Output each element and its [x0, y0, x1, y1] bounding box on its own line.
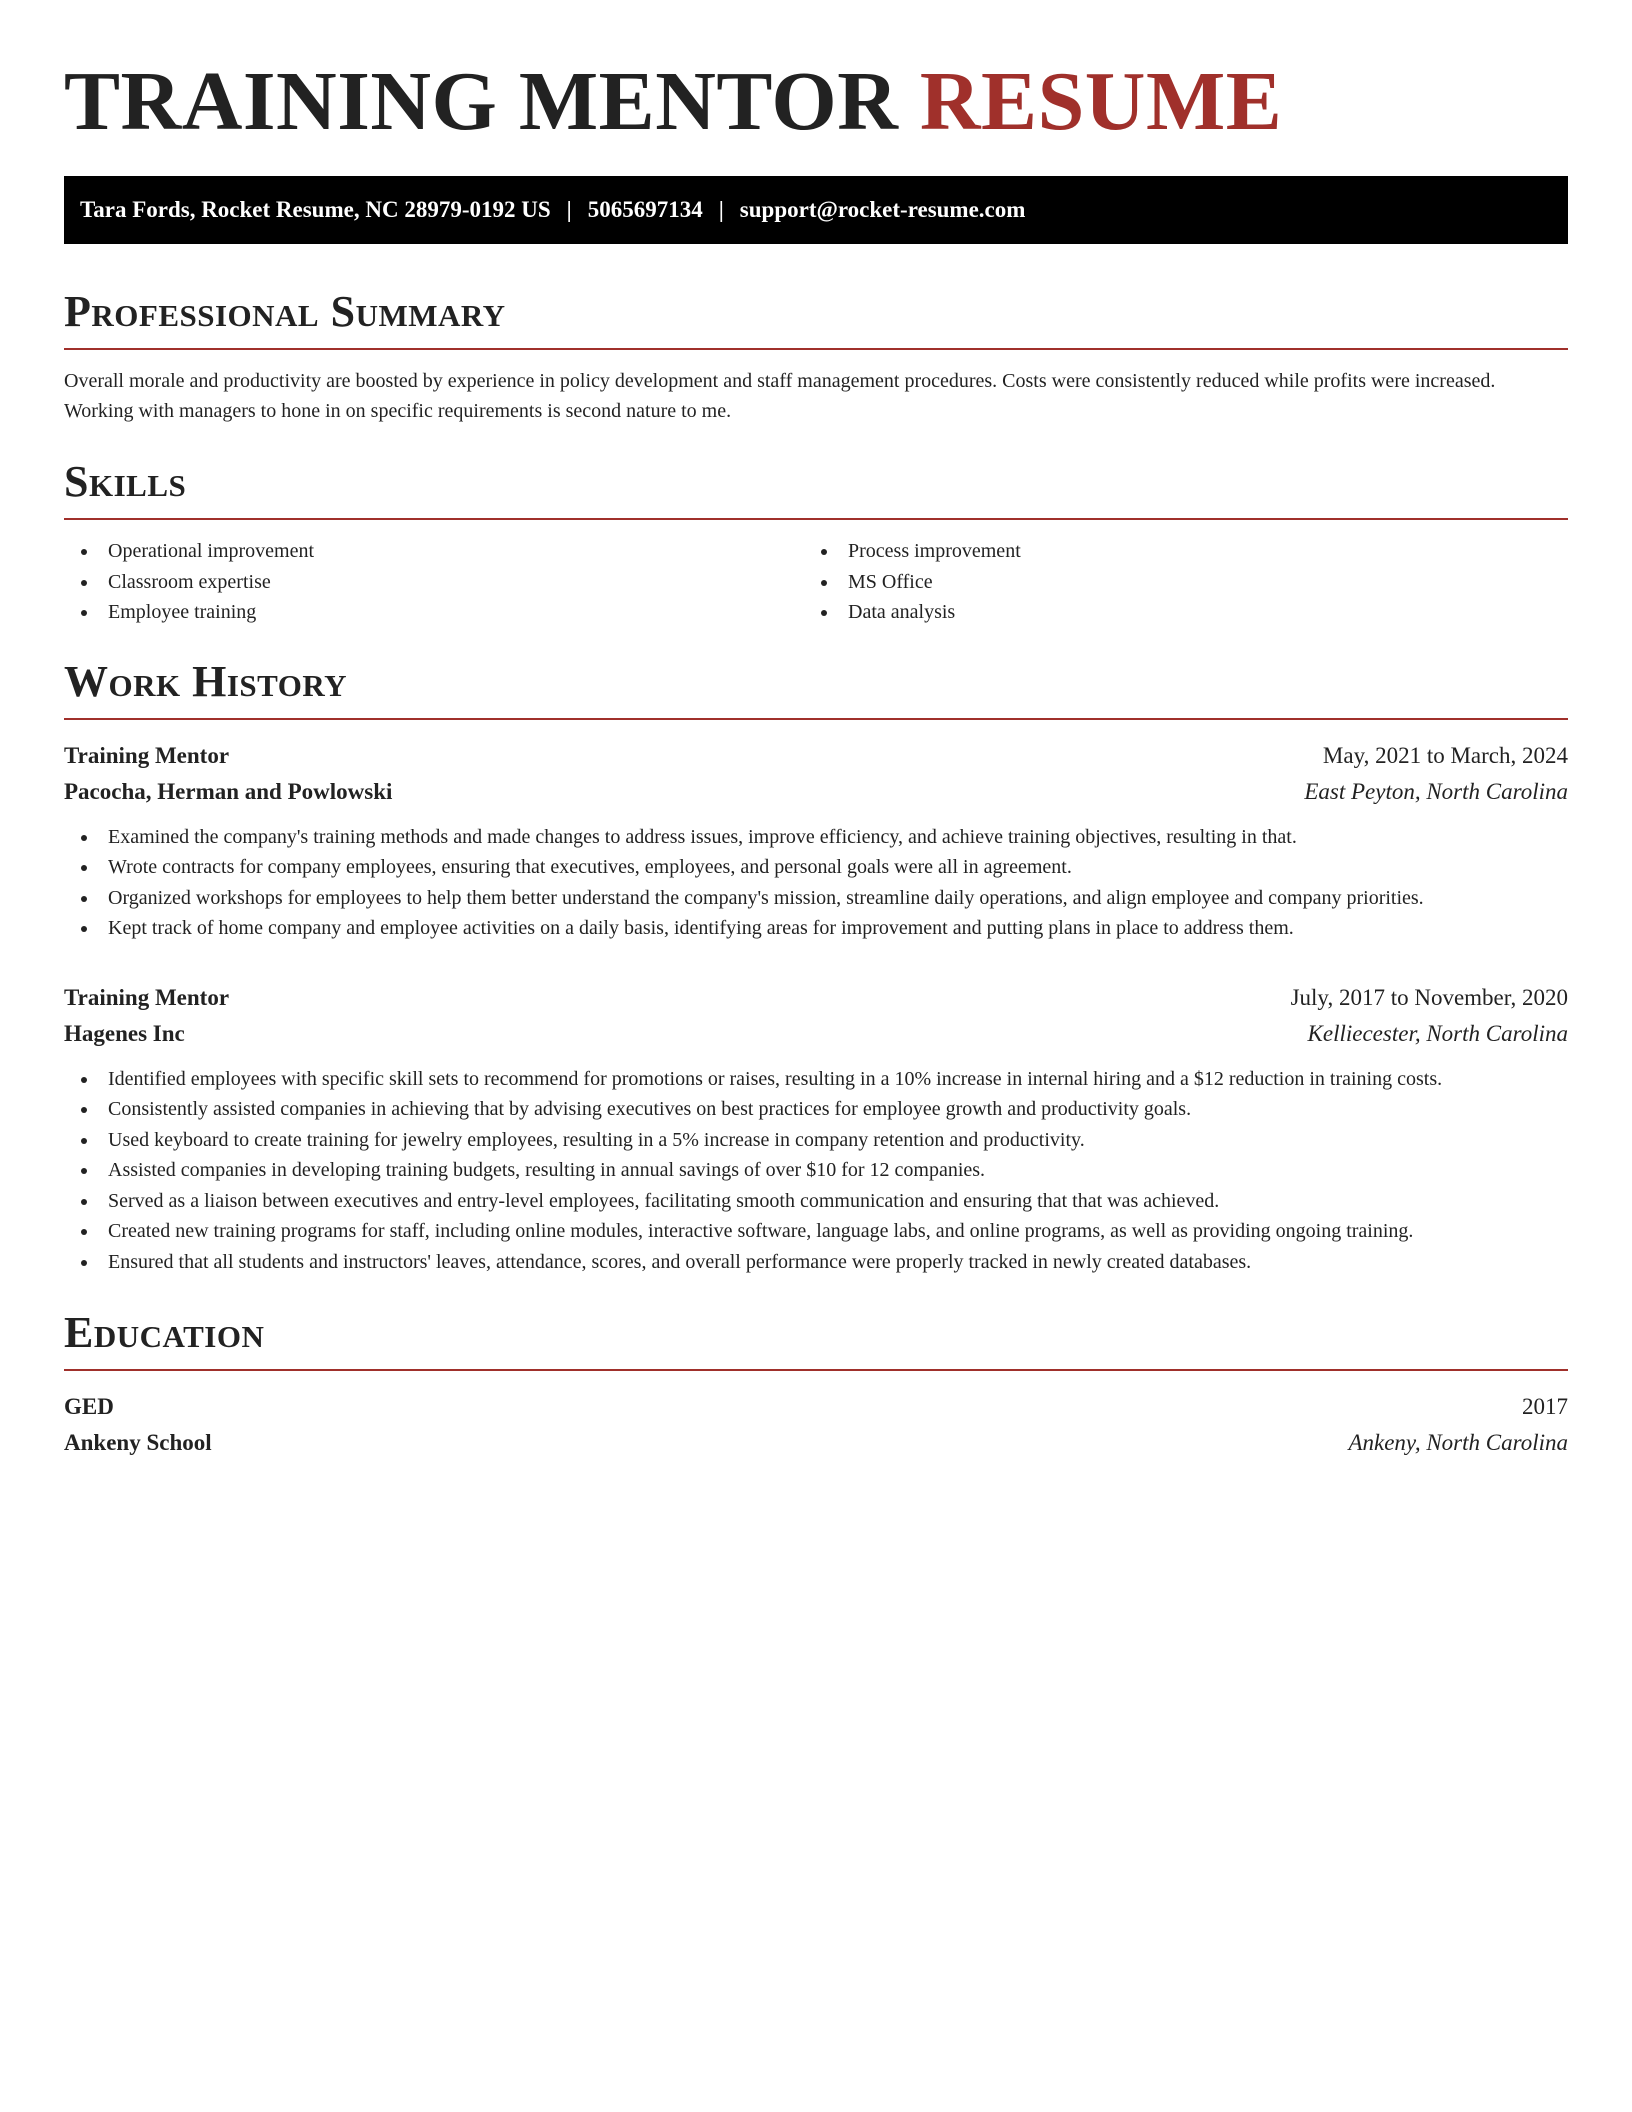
job-bullet: Assisted companies in developing training budgets, resulting in annual savings of over $10 for 12 companies. — [64, 1155, 1568, 1186]
resume-title — [64, 0, 1568, 152]
title-main: TRAINING MENTOR — [64, 55, 899, 148]
job-dates: May, 2021 to March, 2024 — [1322, 742, 1568, 768]
skill-item: Process improvement — [804, 536, 1544, 567]
section-heading-education: Education — [64, 1307, 1568, 1371]
contact-address: Tara Fords, Rocket Resume, NC 28979-0192 US — [80, 197, 551, 222]
job-header-row — [64, 980, 1568, 1016]
education-school: Ankeny School — [64, 1430, 212, 1455]
education-degree: GED — [64, 1394, 114, 1419]
skill-item: MS Office — [804, 567, 1544, 598]
education-school-row — [64, 1425, 1568, 1461]
job-title: Training Mentor — [64, 742, 230, 768]
contact-email: support@rocket-resume.com — [739, 197, 1026, 222]
contact-separator: | — [718, 197, 724, 222]
job-bullet: Consistently assisted companies in achieving that by advising executives on best practices for employee growth and productivity goals. — [64, 1094, 1568, 1125]
job-location: East Peyton, North Carolina — [1304, 778, 1568, 804]
job-bullet-list — [64, 822, 1568, 944]
skill-item: Data analysis — [804, 597, 1544, 628]
section-heading-summary: Professional Summary — [64, 286, 1568, 350]
job-company: Hagenes Inc — [64, 1020, 185, 1046]
job-bullet: Identified employees with specific skill sets to recommend for promotions or raises, resulting in a 10% increase in internal hiring and a $12 reduction in training costs. — [64, 1064, 1568, 1095]
job-location: Kelliecester, North Carolina — [1307, 1020, 1568, 1046]
section-heading-work-history: Work History — [64, 656, 1568, 720]
contact-bar — [64, 176, 1568, 244]
job-header-row — [64, 738, 1568, 774]
skill-item: Operational improvement — [64, 536, 804, 567]
skill-item: Employee training — [64, 597, 804, 628]
job-entry — [64, 738, 1568, 944]
title-accent: RESUME — [919, 55, 1283, 148]
summary-text: Overall morale and productivity are boosted by experience in policy development and staff management procedures. Costs were consistently reduced while profits were increased. Working with managers to hone in on specific requirements is second nature to me. — [64, 370, 1496, 422]
job-title: Training Mentor — [64, 984, 230, 1010]
resume-page — [64, 0, 1568, 1461]
job-bullet: Kept track of home company and employee activities on a daily basis, identifying areas for improvement and putting plans in place to address them. — [64, 913, 1568, 944]
job-bullet: Wrote contracts for company employees, ensuring that executives, employees, and personal goals were all in agreement. — [64, 852, 1568, 883]
job-entry — [64, 980, 1568, 1278]
skills-list — [64, 536, 1568, 628]
section-heading-skills: Skills — [64, 456, 1568, 520]
job-bullet: Created new training programs for staff, including online modules, interactive software, language labs, and online programs, as well as providing ongoing training. — [64, 1216, 1568, 1247]
contact-phone: 5065697134 — [587, 197, 703, 222]
job-company-row — [64, 774, 1568, 810]
skills-column-right — [804, 536, 1544, 628]
education-location: Ankeny, North Carolina — [1348, 1430, 1568, 1455]
job-company-row — [64, 1016, 1568, 1052]
job-company: Pacocha, Herman and Powlowski — [64, 778, 393, 804]
skill-item: Classroom expertise — [64, 567, 804, 598]
contact-separator: | — [566, 197, 572, 222]
job-bullet-list — [64, 1064, 1568, 1278]
job-bullet: Served as a liaison between executives and entry-level employees, facilitating smooth communication and ensuring that that was achieved. — [64, 1186, 1568, 1217]
education-entry — [64, 1389, 1568, 1461]
education-year: 2017 — [1522, 1394, 1568, 1419]
job-bullet: Ensured that all students and instructors' leaves, attendance, scores, and overall performance were properly tracked in newly created databases. — [64, 1247, 1568, 1278]
job-bullet: Used keyboard to create training for jewelry employees, resulting in a 5% increase in company retention and productivity. — [64, 1125, 1568, 1156]
job-bullet: Examined the company's training methods and made changes to address issues, improve efficiency, and achieve training objectives, resulting in that. — [64, 822, 1568, 853]
job-dates: July, 2017 to November, 2020 — [1290, 984, 1568, 1010]
skills-column-left — [64, 536, 804, 628]
job-bullet: Organized workshops for employees to help them better understand the company's mission, streamline daily operations, and align employee and company priorities. — [64, 883, 1568, 914]
education-degree-row — [64, 1389, 1568, 1425]
